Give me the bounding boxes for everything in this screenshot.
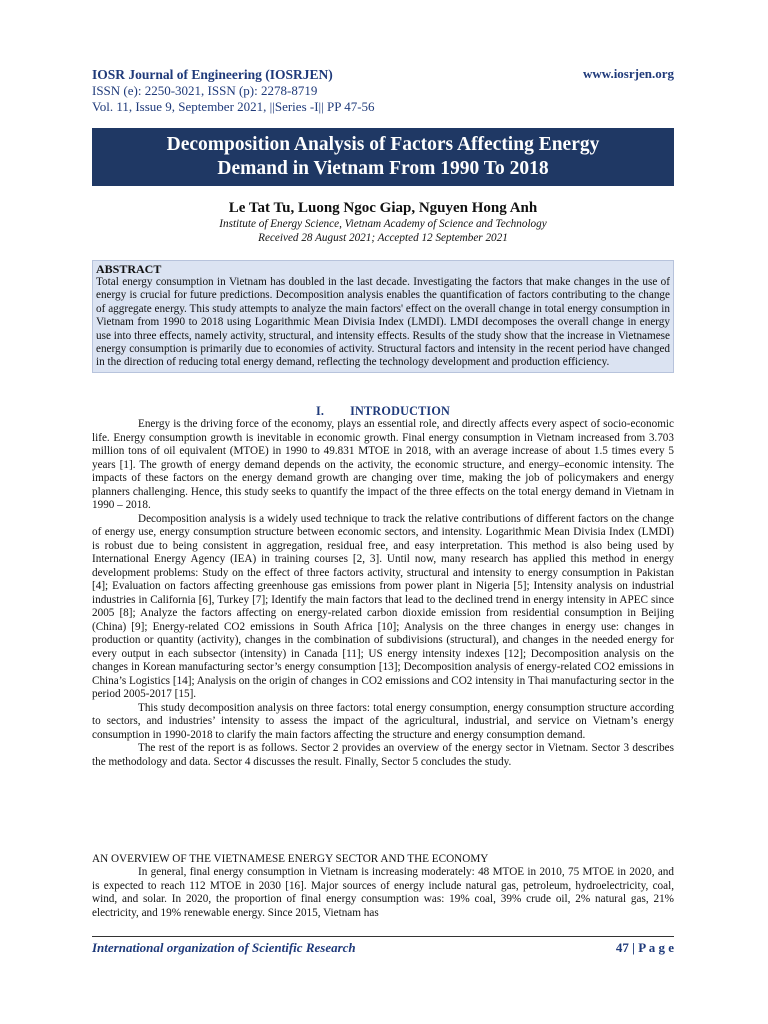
footer-divider: [92, 936, 674, 937]
overview-body: [92, 866, 674, 920]
abstract-box: [92, 260, 674, 373]
paper-title-line-2: Demand in Vietnam From 1990 To 2018: [217, 158, 549, 179]
paper-title-line-1: Decomposition Analysis of Factors Affecting Energy: [166, 134, 600, 155]
received-dates: Received 28 August 2021; Accepted 12 September 2021: [258, 232, 508, 244]
section-heading-introduction: I. INTRODUCTION: [315, 404, 451, 418]
paper-authors: Le Tat Tu, Luong Ngoc Giap, Nguyen Hong Anh: [228, 200, 538, 216]
introduction-body: [92, 418, 674, 769]
intro-paragraph: The rest of the report is as follows. Sector 2 provides an overview of the energy sector in Vietnam. Sector 3 describes the methodology and data. Sector 4 discusses the result. Finally, Sector 5 concludes the study.: [92, 742, 674, 768]
author-affiliation: [92, 217, 674, 245]
overview-paragraph: In general, final energy consumption in Vietnam is increasing moderately: 48 MTOE in 2010, 75 MTOE in 2020, and is expected to reach 112 MTOE in 2030 [16]. Major sources of energy include natural gas, petroleum, hydroelectricity, coal, wind, and solar. In 2020, the proportion of final energy consumption was: 19% coal, 39% crude oil, 2% natural gas, 21% electricity, and 19% renewable energy. Since 2015, Vietnam has: [92, 866, 674, 919]
section-heading-overview: AN OVERVIEW OF THE VIETNAMESE ENERGY SECTOR AND THE ECONOMY: [92, 853, 489, 865]
abstract-heading: ABSTRACT: [96, 262, 162, 276]
journal-issn: ISSN (e): 2250-3021, ISSN (p): 2278-8719: [92, 83, 318, 98]
paper-title-banner: [92, 128, 674, 186]
intro-paragraph: Energy is the driving force of the economy, plays an essential role, and directly affects every aspect of socio-economic life. Energy consumption growth is inevitable in economic growth. Final energy consumption in Vietnam increased from 3.703 million tons of oil equivalent (MTOE) in 1990 to 49.831 MTOE in 2018, with an average increase of about 1.5 times every 5 years [1]. The growth of energy demand depends on the activity, the economic structure, and energy–economic intensity. The impacts of these factors on the energy demand growth are changing over time, making the job of policymakers and energy planners challenging. Hence, this study seeks to quantify the impact of the three effects on the total energy demand in Vietnam in 1990 – 2018.: [92, 418, 674, 511]
paper-page: [92, 0, 674, 1024]
intro-paragraph: This study decomposition analysis on three factors: total energy consumption, energy consumption structure according to sectors, and industries’ intensity to assess the impact of the agricultural, industrial, and service on Vietnam’s energy consumption in 1990-2018 to clarify the main factors affecting the structure and energy consumption demand.: [92, 701, 674, 741]
intro-paragraph: Decomposition analysis is a widely used technique to track the relative contributions of different factors on the change of energy use, energy consumption structure between economic sectors, and intensity. Logarithmic Mean Divisia Index (LMDI) is robust due to being consistent in aggregation, residual free, and easy interpretation. This method is also being used by International Energy Agency (IEA) in training courses [2, 3]. Until now, many research has applied this method in energy development problems: Study on the effect of three factors activity, structural and intensity to energy consumption in Pakistan [4]; Evaluation on factors affecting greenhouse gas emissions from power plant in Nigeria [5]; Intensity analysis on industrial industries in California [6], Turkey [7]; Identify the main factors that lead to the declined trend in energy intensity in APEC since 2005 [8]; Analyze the factors affecting on energy-related carbon dioxide emission from residential consumption in Beijing (China) [9]; Energy-related CO2 emissions in South Africa [10]; Analysis on the three changes in energy use: changes in production or quantity (activity), changes in the combination of subdivisions (structural), and changes in the needed energy for every output in each subsector (intensity) in Canada [11]; US energy intensity indexes [12]; Decomposition analysis on the changes in Korean manufacturing sector’s energy consumption [13]; Decomposition analysis of energy-related CO2 emissions in China’s Logistics [14]; Analysis on the origin of changes in CO2 emissions and CO2 intensity in Thai manufacturing sector in the period 2005-2017 [15].: [92, 512, 674, 700]
footer-page-number: 47 | P a g e: [615, 940, 674, 955]
journal-volume: Vol. 11, Issue 9, September 2021, ||Series -I|| PP 47-56: [92, 99, 375, 114]
abstract-text: Total energy consumption in Vietnam has doubled in the last decade. Investigating the factors that make changes in the use of energy is crucial for future predictions. Decomposition analysis enables the quantification of factors contributing to the change of aggregate energy. This study attempts to analyze the main factors' effect on the overall change in total energy consumption in Vietnam from 1990 to 2018 using Logarithmic Mean Divisia Index (LMDI). LMDI decomposes the overall change in energy use into three effects, namely activity, structural, and intensity effects. Results of the study show that the increase in Vietnamese energy consumption is primarily due to economies of activity. Structural factors and intensity in the recent period have changed in the direction of reducing total energy demand, reflecting the technology development and production efficiency.: [96, 276, 670, 369]
journal-website-link[interactable]: www.iosrjen.org: [583, 66, 674, 81]
journal-name: IOSR Journal of Engineering (IOSRJEN): [92, 67, 333, 82]
footer-organization: International organization of Scientific Research: [92, 940, 356, 955]
journal-header: [92, 66, 674, 115]
affiliation-text: Institute of Energy Science, Vietnam Academy of Science and Technology: [219, 218, 547, 230]
